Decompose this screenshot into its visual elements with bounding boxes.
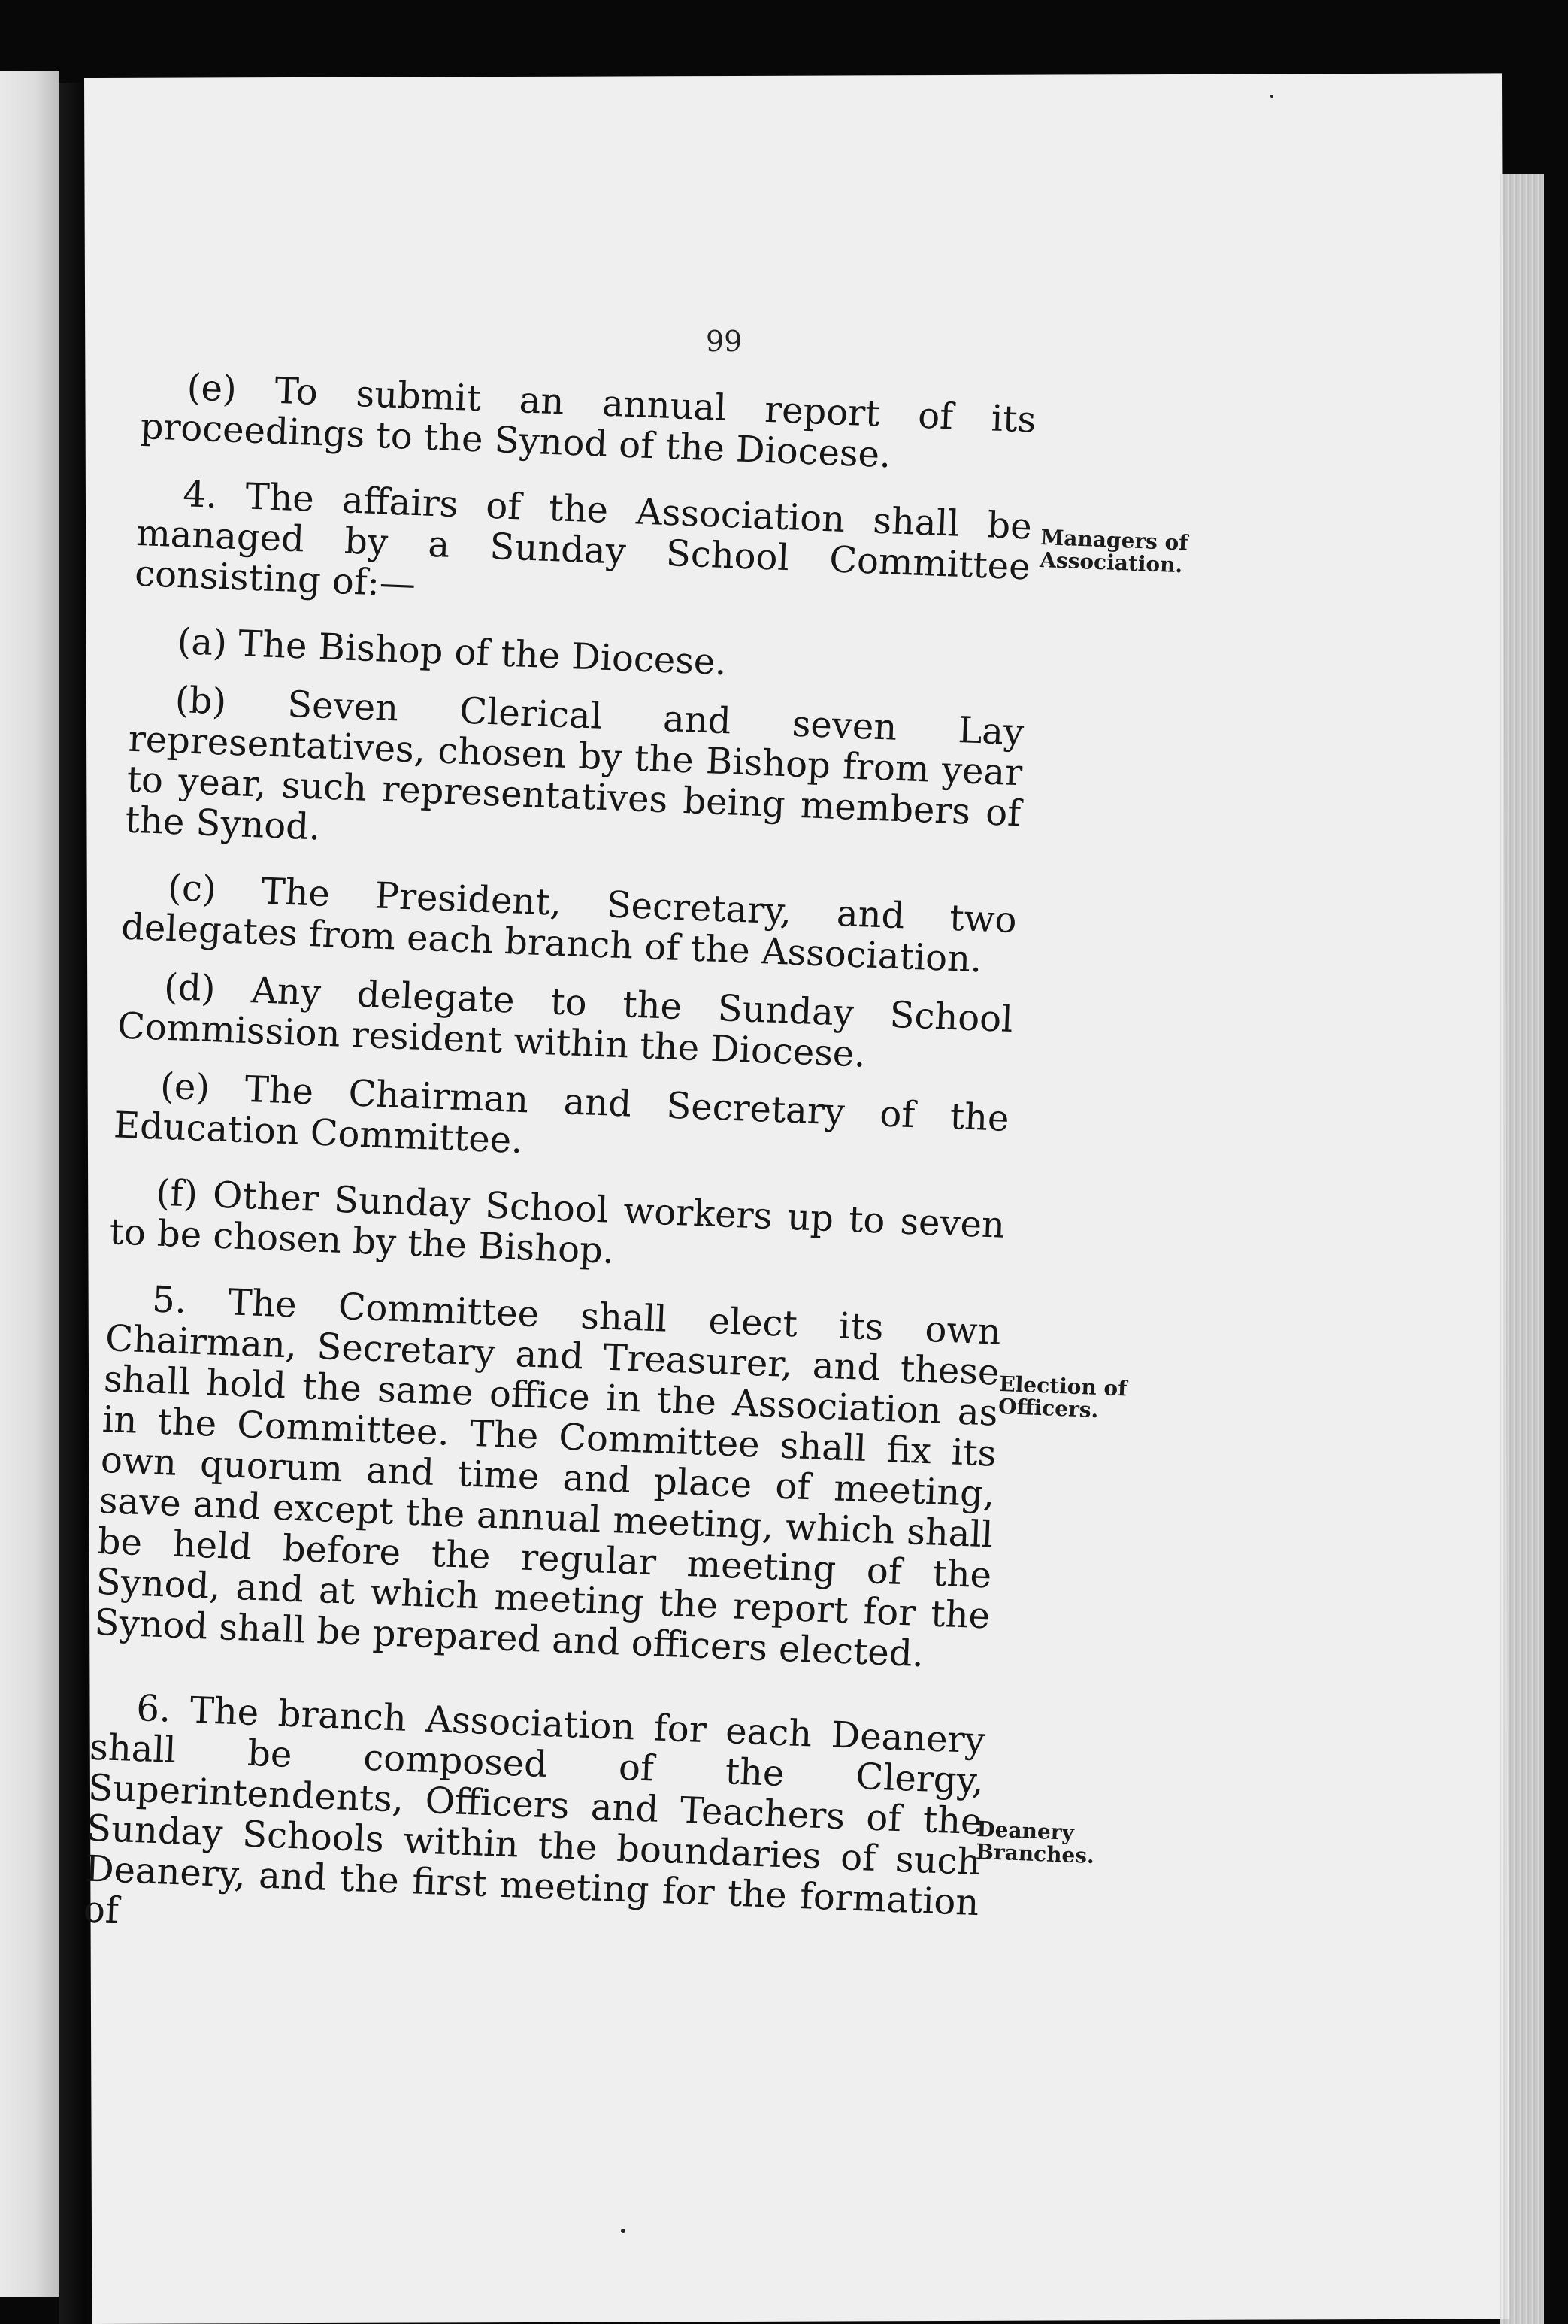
item-a-bishop: (a) The Bishop of the Diocese. xyxy=(176,620,728,684)
section-4-managers: 4. The affairs of the Association shall be managed by a Sunday School Committee consisting of:— xyxy=(134,473,1033,606)
item-d-delegate: (d) Any delegate to the Sunday School Commission resident within the Diocese. xyxy=(117,965,1014,1076)
page-number: 99 xyxy=(706,325,743,358)
margin-note-managers: Managers of Association. xyxy=(1039,525,1188,578)
ink-speck xyxy=(621,2229,625,2233)
item-f-workers: (f) Other Sunday School workers up to seven to be chosen by the Bishop. xyxy=(108,1171,1006,1272)
book-binding xyxy=(59,83,87,2324)
item-b-representatives: (b) Seven Clerical and seven Lay representatives, chosen by the Bishop from year to year, such representatives being members of the Synod. xyxy=(124,678,1025,849)
facing-page-edge xyxy=(0,71,59,2297)
clause-e-report: (e) To submit an annual report of its proceedings to the Synod of the Diocese. xyxy=(139,366,1037,477)
page-text xyxy=(83,365,1037,1964)
ink-speck xyxy=(1270,95,1273,98)
page-stack-edge xyxy=(1500,174,1544,2324)
item-e-chairman: (e) The Chairman and Secretary of the Education Committee. xyxy=(113,1065,1010,1162)
section-5-election: 5. The Committee shall elect its own Chairman, Secretary and Treasurer, and these shall hold the same office in the Association as in the Committee. The Committee shall fix its own quorum and time and place of meeting, save and except the annual meeting, which shall be held before the regular meeting of the Synod, and at which meeting the report for the Synod shall be prepared and officers elected. xyxy=(93,1278,1002,1676)
section-6-deanery: 6. The branch Association for each Deanery shall be composed of the Clergy, Superintendents, Officers and Teachers of the Sunday Schools within the boundaries of such Deanery, and the first meeting for the formation of xyxy=(83,1687,986,1932)
margin-note-deanery: Deanery Branches. xyxy=(975,1816,1095,1869)
margin-note-election: Election of Officers. xyxy=(997,1371,1128,1423)
item-c-president: (c) The President, Secretary, and two delegates from each branch of the Association. xyxy=(120,866,1018,981)
